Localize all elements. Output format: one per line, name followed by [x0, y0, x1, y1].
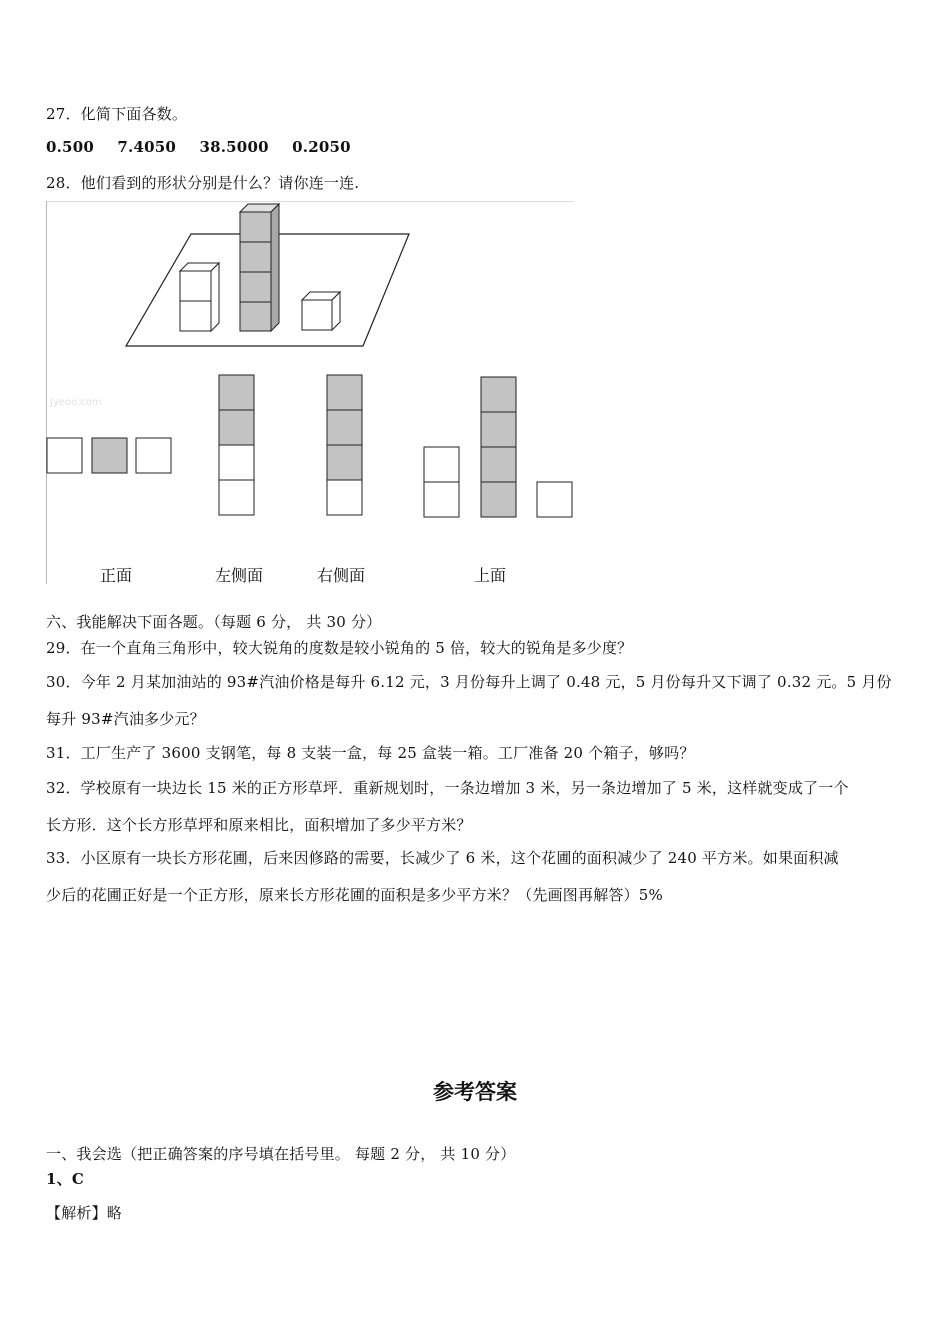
- view-option-3: [327, 375, 362, 515]
- answer-1: 1、C: [46, 1170, 84, 1188]
- question-32-line-1: 32．学校原有一块边长 15 米的正方形草坪．重新规划时，一条边增加 3 米，另一条边增加了 5 米，这样就变成了一个: [46, 779, 849, 797]
- cube-views-diagram: [46, 201, 574, 586]
- answer-1-analysis: 【解析】略: [46, 1204, 123, 1222]
- left-cube-stack: [180, 263, 219, 331]
- watermark: Jyeoo.com: [50, 397, 102, 408]
- caption-front: 正面: [100, 566, 133, 585]
- view-option-4: [424, 377, 572, 517]
- question-30-line-1: 30．今年 2 月某加油站的 93#汽油价格是每升 6.12 元，3 月份每升上调了 0.48 元，5 月份每升又下调了 0.32 元。5 月份: [46, 673, 892, 691]
- question-33-line-1: 33．小区原有一块长方形花圃，后来因修路的需要，长减少了 6 米，这个花圃的面积减少了 240 平方米。如果面积减: [46, 849, 839, 867]
- question-31: 31．工厂生产了 3600 支钢笔，每 8 支装一盒，每 25 盒装一箱。工厂准备 20 个箱子，够吗？: [46, 744, 695, 762]
- number-2: 7.4050: [117, 138, 177, 156]
- caption-top: 上面: [474, 566, 507, 585]
- question-30-line-2: 每升 93#汽油多少元？: [46, 710, 205, 728]
- question-27-title: 27．化简下面各数。: [46, 105, 188, 123]
- question-28-title: 28．他们看到的形状分别是什么？请你连一连.: [46, 174, 360, 192]
- right-cube: [302, 292, 340, 330]
- question-29: 29．在一个直角三角形中，较大锐角的度数是较小锐角的 5 倍，较大的锐角是多少度？: [46, 639, 633, 657]
- answers-title: 参考答案: [433, 1080, 517, 1104]
- middle-cube-stack: [240, 204, 279, 331]
- view-option-2: [219, 375, 254, 515]
- number-1: 0.500: [46, 138, 94, 156]
- question-33-line-2: 少后的花圃正好是一个正方形，原来长方形花圃的面积是多少平方米？（先画图再解答）5%: [46, 886, 664, 904]
- number-4: 0.2050: [292, 138, 351, 156]
- caption-right-side: 右侧面: [317, 566, 366, 585]
- answers-section-1: 一、我会选（把正确答案的序号填在括号里。 每题 2 分， 共 10 分）: [46, 1145, 516, 1163]
- number-3: 38.5000: [199, 138, 269, 156]
- section-6-heading: 六、我能解决下面各题。（每题 6 分， 共 30 分）: [46, 613, 382, 631]
- view-option-1: [47, 438, 171, 473]
- question-32-line-2: 长方形．这个长方形草坪和原来相比，面积增加了多少平方米？: [46, 816, 472, 834]
- cube-views-figure: [46, 201, 574, 586]
- question-27-numbers: [46, 138, 369, 156]
- caption-left-side: 左侧面: [215, 566, 264, 585]
